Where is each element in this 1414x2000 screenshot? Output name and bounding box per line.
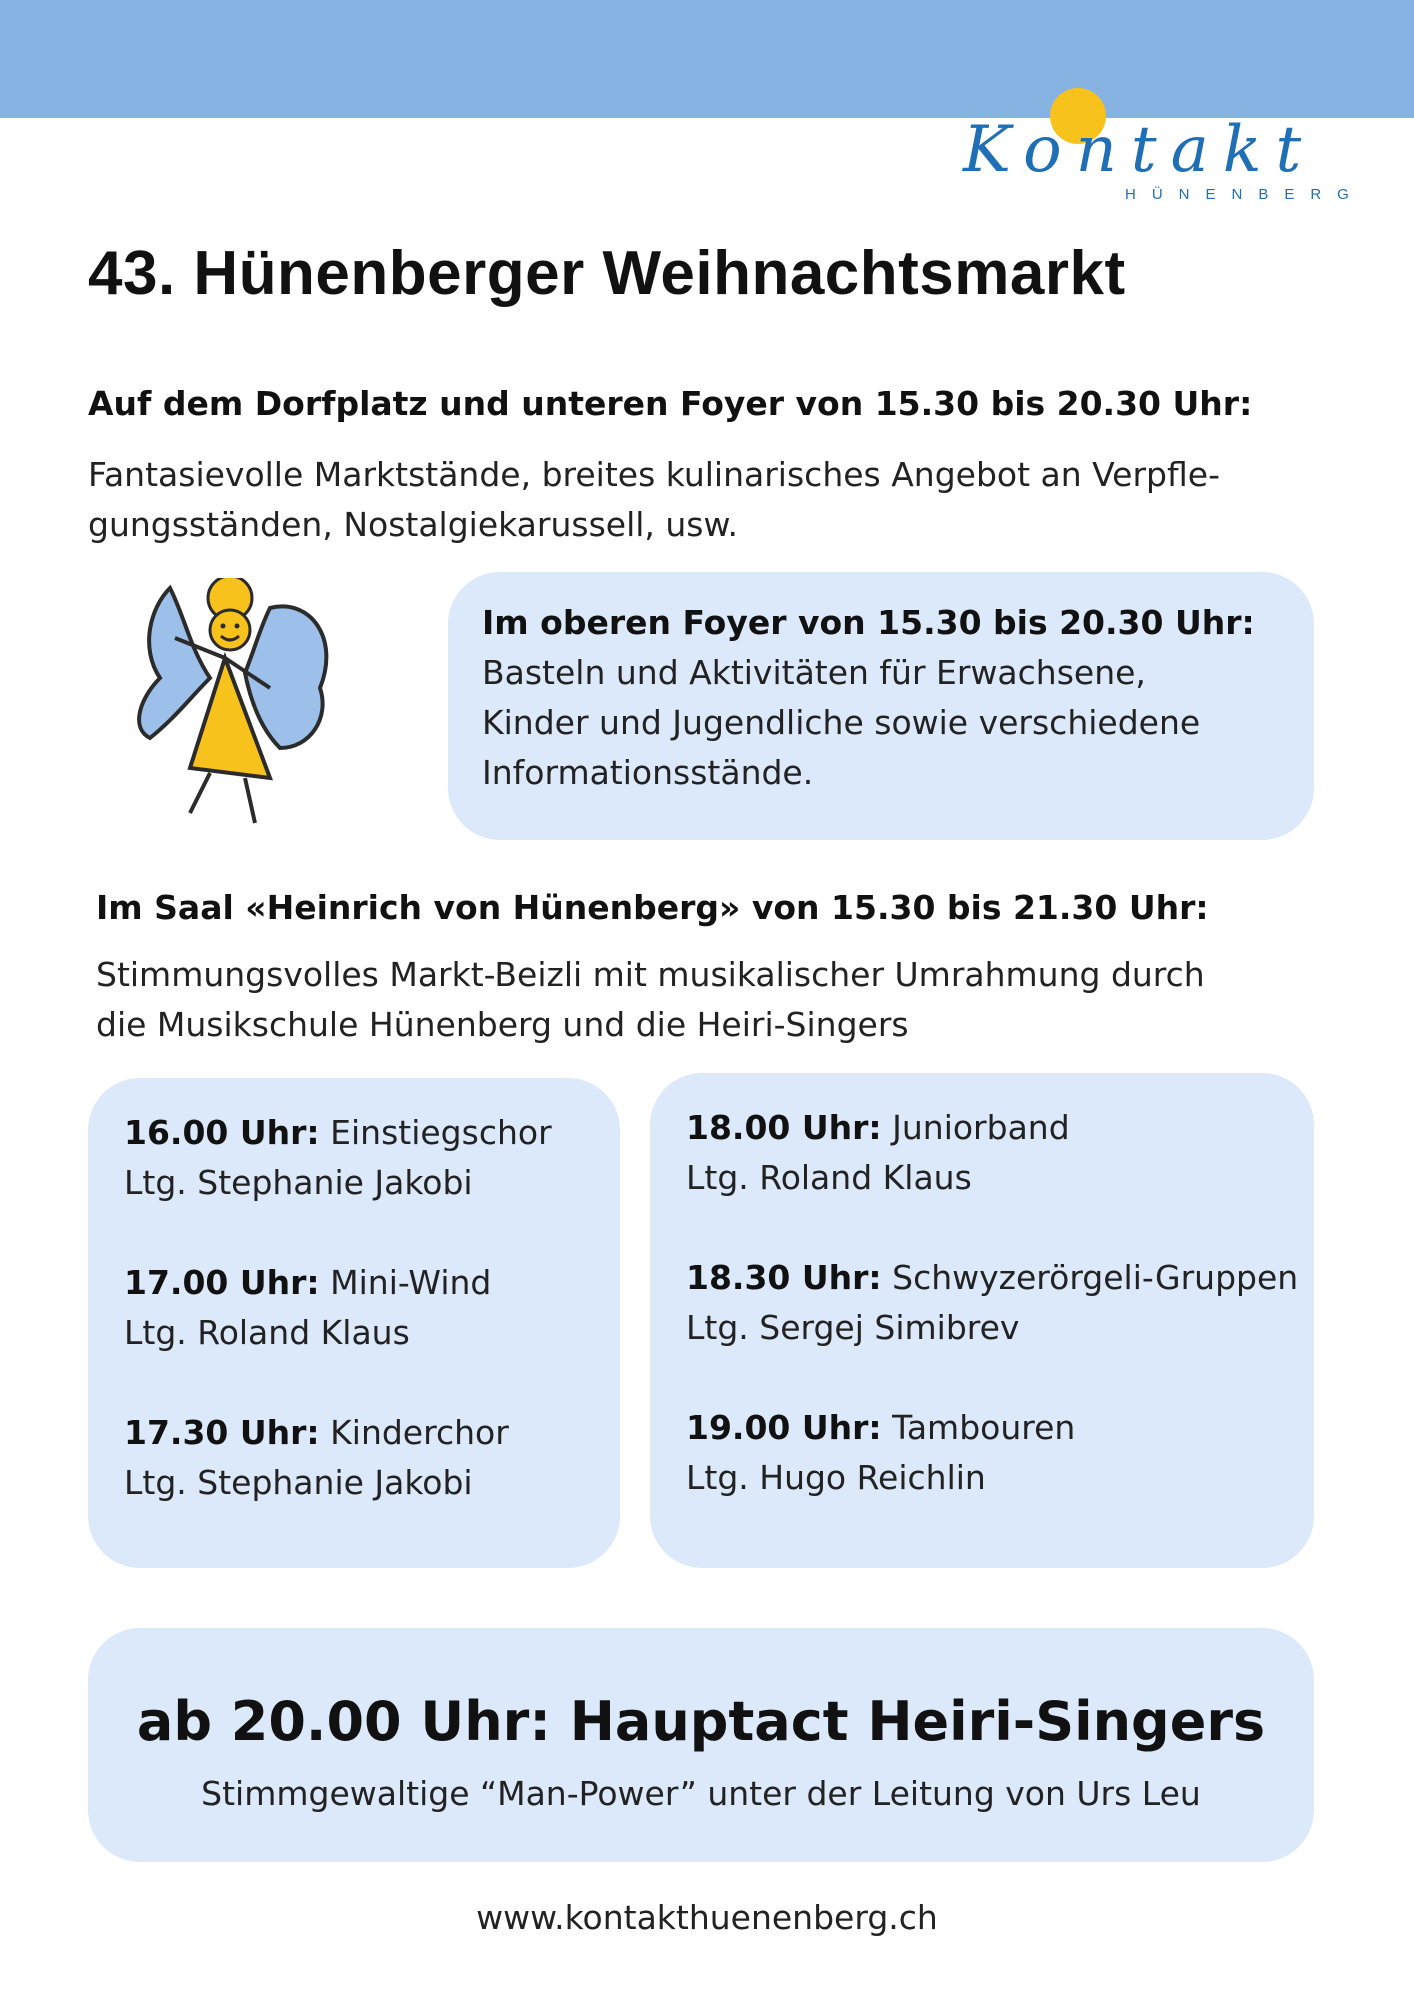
entry-time: 18.00 Uhr:: [686, 1108, 882, 1147]
schedule-entry: [686, 1253, 1298, 1353]
main-act-title: ab 20.00 Uhr: Hauptact Heiri-Singers: [136, 1690, 1266, 1753]
main-act-box: [88, 1628, 1314, 1862]
foyer-line-3: Informationsstände.: [482, 753, 814, 792]
saal-text-line-2: die Musikschule Hünenberg und die Heiri-Singers: [96, 1005, 909, 1044]
entry-time: 19.00 Uhr:: [686, 1408, 882, 1447]
main-act-subtitle: Stimmgewaltige “Man-Power” unter der Leitung von Urs Leu: [201, 1774, 1201, 1813]
saal-text-line-1: Stimmungsvolles Markt-Beizli mit musikalischer Umrahmung durch: [96, 955, 1205, 994]
entry-act: Kinderchor: [330, 1413, 509, 1452]
saal-heading: Im Saal «Heinrich von Hünenberg» von 15.30 bis 21.30 Uhr:: [96, 888, 1209, 927]
entry-leader: Ltg. Roland Klaus: [124, 1313, 410, 1352]
website-url[interactable]: www.kontakthuenenberg.ch: [476, 1898, 938, 1937]
schedule-right-box: [650, 1073, 1314, 1568]
schedule-left-box: [88, 1078, 620, 1568]
saal-text: [96, 950, 1205, 1050]
kontakt-logo: [955, 88, 1375, 208]
foyer-box: [448, 572, 1314, 840]
page-title: 43. Hünenberger Weihnachtsmarkt: [88, 239, 1126, 308]
logo-subtitle: HÜNENBERG: [1125, 186, 1365, 203]
schedule-entry: [124, 1408, 552, 1508]
dorfplatz-text-line-1: Fantasievolle Marktstände, breites kulinarisches Angebot an Verpfle-: [88, 455, 1220, 494]
entry-leader: Ltg. Stephanie Jakobi: [124, 1163, 473, 1202]
foyer-line-1: Basteln und Aktivitäten für Erwachsene,: [482, 653, 1146, 692]
entry-act: Tambouren: [892, 1408, 1076, 1447]
entry-time: 16.00 Uhr:: [124, 1113, 320, 1152]
schedule-entry: [124, 1258, 552, 1358]
foyer-heading: Im oberen Foyer von 15.30 bis 20.30 Uhr:: [482, 603, 1255, 642]
entry-leader: Ltg. Hugo Reichlin: [686, 1458, 986, 1497]
entry-act: Mini-Wind: [330, 1263, 492, 1302]
entry-time: 17.00 Uhr:: [124, 1263, 320, 1302]
dorfplatz-heading: Auf dem Dorfplatz und unteren Foyer von 15.30 bis 20.30 Uhr:: [88, 384, 1253, 423]
angel-icon: [130, 578, 360, 838]
dorfplatz-text-line-2: gungsständen, Nostalgiekarussell, usw.: [88, 505, 738, 544]
schedule-entry: [686, 1103, 1298, 1203]
entry-leader: Ltg. Sergej Simibrev: [686, 1308, 1020, 1347]
entry-time: 17.30 Uhr:: [124, 1413, 320, 1452]
dorfplatz-text: [88, 450, 1220, 550]
entry-leader: Ltg. Stephanie Jakobi: [124, 1463, 473, 1502]
foyer-line-2: Kinder und Jugendliche sowie verschiedene: [482, 703, 1201, 742]
logo-wordmark: Kontakt: [963, 113, 1316, 187]
entry-act: Schwyzerörgeli-Gruppen: [892, 1258, 1299, 1297]
entry-time: 18.30 Uhr:: [686, 1258, 882, 1297]
entry-leader: Ltg. Roland Klaus: [686, 1158, 972, 1197]
schedule-entry: [124, 1108, 552, 1208]
entry-act: Einstiegschor: [330, 1113, 552, 1152]
schedule-entry: [686, 1403, 1298, 1503]
entry-act: Juniorband: [892, 1108, 1070, 1147]
